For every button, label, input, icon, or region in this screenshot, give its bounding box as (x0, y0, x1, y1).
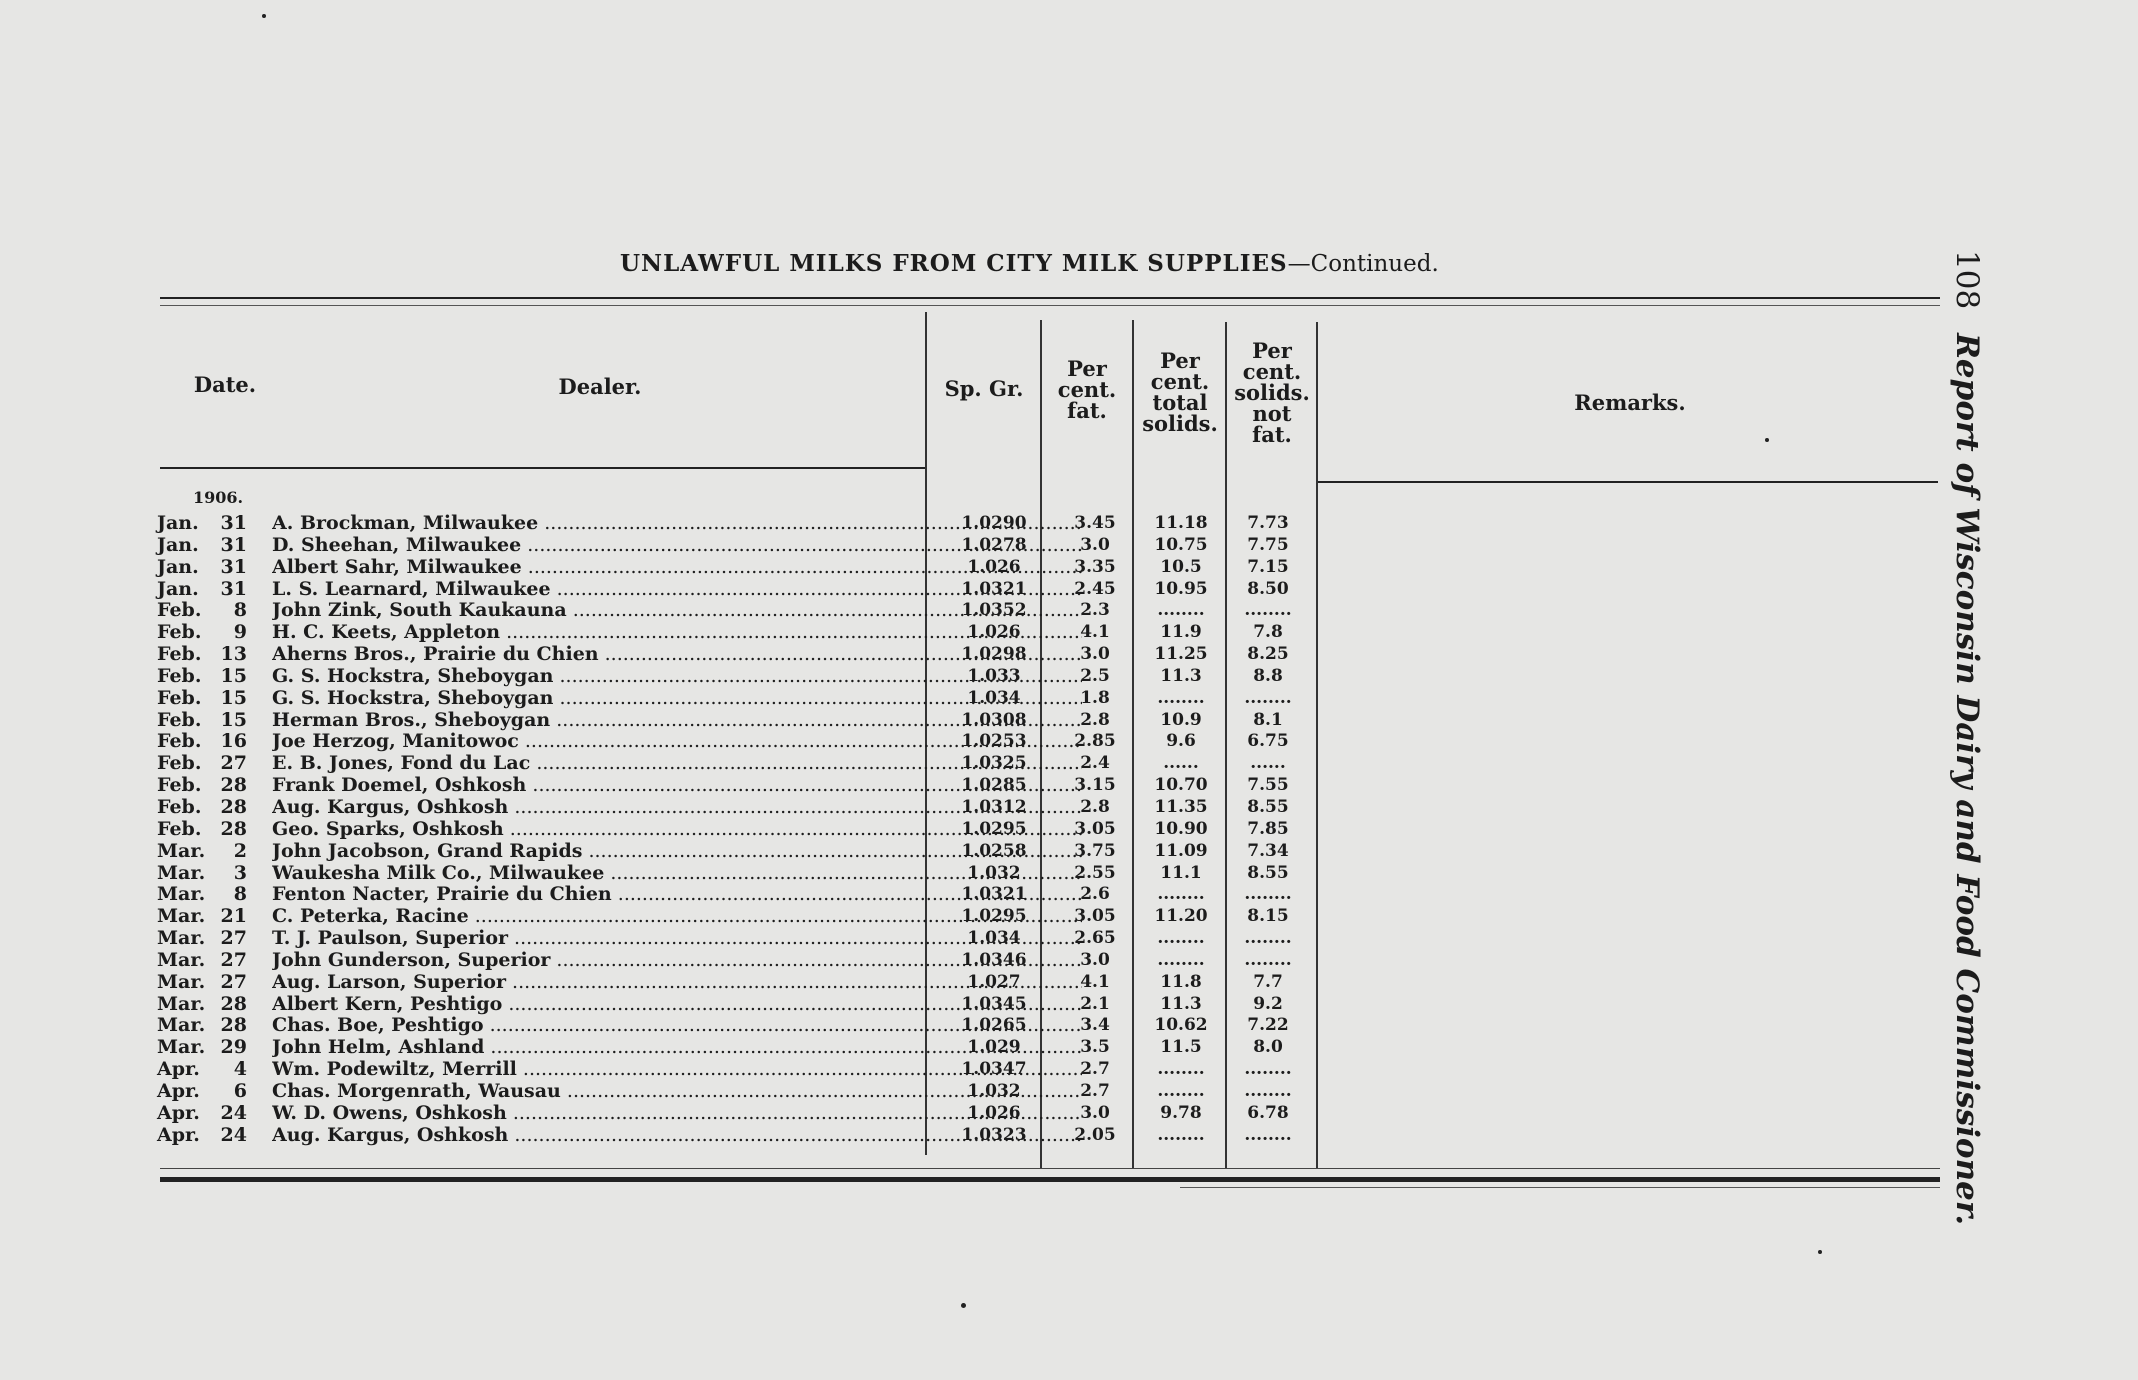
row-sp-gr: 1.032 (967, 862, 1021, 883)
row-solids-not-fat: 8.50 (1247, 578, 1289, 599)
row-day: 24 (220, 1101, 247, 1124)
row-fat: 2.7 (1080, 1059, 1110, 1080)
col-rule-remarks (1316, 322, 1318, 1168)
row-dealer: John Zink, South Kaukauna ..... (272, 600, 1082, 622)
row-total-solids: 11.3 (1160, 993, 1202, 1014)
row-day: 27 (220, 927, 247, 950)
row-total-solids: 11.20 (1154, 906, 1208, 927)
row-solids-not-fat: 8.55 (1247, 796, 1289, 817)
row-month: Mar. (157, 861, 206, 884)
row-sp-gr: 1.032 (967, 1080, 1021, 1101)
row-fat: 2.05 (1074, 1124, 1116, 1145)
row-total-solids: ........ (1157, 1080, 1205, 1101)
header-total-solids: Per cent. total solids. (1142, 348, 1218, 436)
row-day: 24 (220, 1123, 247, 1146)
row-sp-gr: 1.0347 (961, 1059, 1027, 1080)
row-month: Feb. (157, 621, 202, 644)
row-month: Feb. (157, 599, 202, 622)
row-dealer: Aug. Kargus, Oshkosh ..... (272, 1125, 1082, 1147)
row-month: Apr. (157, 1079, 200, 1102)
row-sp-gr: 1.0345 (961, 993, 1027, 1014)
row-total-solids: ........ (1157, 600, 1205, 621)
row-fat: 3.75 (1074, 840, 1116, 861)
row-fat: 2.65 (1074, 928, 1116, 949)
table-title-main: UNLAWFUL MILKS FROM CITY MILK SUPPLIES (620, 250, 1288, 277)
row-solids-not-fat: 8.15 (1247, 906, 1289, 927)
row-sp-gr: 1.0308 (961, 709, 1027, 730)
row-day: 27 (220, 752, 247, 775)
row-solids-not-fat: 8.25 (1247, 644, 1289, 665)
row-solids-not-fat: 8.1 (1253, 709, 1283, 730)
row-solids-not-fat: ........ (1244, 949, 1292, 970)
row-dealer: Fenton Nacter, Prairie du Chien ..... (272, 884, 1082, 906)
header-remarks: Remarks. (1574, 390, 1686, 415)
row-month: Feb. (157, 774, 202, 797)
row-fat: 2.45 (1074, 578, 1116, 599)
row-fat: 3.35 (1074, 556, 1116, 577)
year-label: 1906. (193, 488, 244, 507)
row-dealer: L. S. Learnard, Milwaukee ..... (272, 579, 1082, 601)
row-total-solids: 11.18 (1154, 513, 1208, 533)
header-date: Date. (193, 372, 257, 397)
row-total-solids: 11.35 (1154, 796, 1208, 817)
row-total-solids: 11.9 (1160, 622, 1202, 643)
row-dealer: Wm. Podewiltz, Merrill ..... (272, 1059, 1082, 1081)
row-dealer: Albert Sahr, Milwaukee ..... (272, 557, 1082, 579)
row-day: 3 (233, 861, 247, 884)
row-sp-gr: 1.0321 (961, 884, 1027, 905)
row-fat: 2.7 (1080, 1080, 1110, 1101)
row-total-solids: 9.78 (1160, 1102, 1202, 1123)
header-fat: Per cent. fat. (1057, 356, 1117, 423)
row-sp-gr: 1.0278 (961, 534, 1027, 555)
row-dealer: C. Peterka, Racine ..... (272, 906, 1082, 928)
row-month: Apr. (157, 1123, 200, 1146)
row-solids-not-fat: 8.0 (1253, 1037, 1283, 1058)
row-solids-not-fat: 7.15 (1247, 556, 1289, 577)
row-month: Mar. (157, 1036, 206, 1059)
header-solids-not-fat: Per cent. solids. not fat. (1234, 338, 1310, 447)
row-day: 28 (220, 1014, 247, 1037)
row-dealer: E. B. Jones, Fond du Lac ..... (272, 753, 1082, 775)
row-fat: 3.5 (1080, 1037, 1110, 1058)
bottom-rule-thin-right (1180, 1187, 1940, 1188)
header-rule-left (160, 467, 925, 469)
row-fat: 3.05 (1074, 906, 1116, 927)
row-total-solids: 10.5 (1160, 556, 1202, 577)
row-total-solids: 11.3 (1160, 665, 1202, 686)
row-solids-not-fat: 7.7 (1253, 971, 1283, 992)
row-solids-not-fat: 7.75 (1247, 534, 1289, 555)
row-sp-gr: 1.026 (967, 556, 1021, 577)
ink-speck (961, 1303, 966, 1308)
row-month: Mar. (157, 992, 206, 1015)
row-dealer: H. C. Keets, Appleton ..... (272, 622, 1082, 644)
row-day: 31 (220, 533, 247, 556)
row-month: Jan. (157, 555, 199, 578)
row-month: Feb. (157, 708, 202, 731)
row-solids-not-fat: 6.75 (1247, 731, 1289, 752)
top-rule-thin (160, 305, 1940, 306)
table-title-continued: —Continued. (1287, 251, 1439, 277)
row-solids-not-fat: 7.73 (1247, 513, 1289, 533)
row-dealer: D. Sheehan, Milwaukee ..... (272, 535, 1082, 557)
row-total-solids: 11.25 (1154, 644, 1208, 665)
row-dealer: Aherns Bros., Prairie du Chien ..... (272, 644, 1082, 666)
row-dealer: G. S. Hockstra, Sheboygan ..... (272, 666, 1082, 688)
row-dealer: Chas. Boe, Peshtigo ..... (272, 1015, 1082, 1037)
row-fat: 2.1 (1080, 993, 1110, 1014)
row-fat: 3.15 (1074, 775, 1116, 796)
row-fat: 3.0 (1080, 644, 1110, 665)
row-dealer: G. S. Hockstra, Sheboygan ..... (272, 688, 1082, 710)
row-fat: 3.0 (1080, 1102, 1110, 1123)
row-total-solids: 9.6 (1166, 731, 1196, 752)
row-month: Mar. (157, 948, 206, 971)
row-month: Feb. (157, 643, 202, 666)
row-solids-not-fat: ........ (1244, 687, 1292, 708)
row-day: 4 (233, 1058, 247, 1081)
row-day: 21 (220, 905, 247, 928)
row-solids-not-fat: ........ (1244, 884, 1292, 905)
row-fat: 2.6 (1080, 884, 1110, 905)
row-solids-not-fat: 9.2 (1253, 993, 1283, 1014)
row-dealer: John Helm, Ashland ..... (272, 1037, 1082, 1059)
row-fat: 4.1 (1080, 622, 1110, 643)
row-total-solids: 11.09 (1154, 840, 1208, 861)
row-day: 28 (220, 795, 247, 818)
row-sp-gr: 1.0321 (961, 578, 1027, 599)
row-day: 16 (220, 730, 247, 753)
row-sp-gr: 1.0258 (961, 840, 1027, 861)
row-fat: 2.85 (1074, 731, 1116, 752)
row-day: 28 (220, 774, 247, 797)
row-sp-gr: 1.026 (967, 1102, 1021, 1123)
row-total-solids: 11.1 (1160, 862, 1202, 883)
row-total-solids: ........ (1157, 949, 1205, 970)
row-month: Mar. (157, 839, 206, 862)
row-solids-not-fat: 7.85 (1247, 818, 1289, 839)
row-solids-not-fat: ...... (1250, 753, 1286, 774)
row-day: 9 (233, 621, 247, 644)
row-sp-gr: 1.0295 (961, 906, 1027, 927)
row-solids-not-fat: 7.55 (1247, 775, 1289, 796)
row-sp-gr: 1.0298 (961, 644, 1027, 665)
row-dealer: Albert Kern, Peshtigo ..... (272, 994, 1082, 1016)
row-dealer: Waukesha Milk Co., Milwaukee ..... (272, 863, 1082, 885)
header-sp-gr: Sp. Gr. (944, 376, 1024, 401)
row-month: Jan. (157, 512, 199, 534)
row-dealer: Frank Doemel, Oshkosh ..... (272, 775, 1082, 797)
row-month: Mar. (157, 905, 206, 928)
row-total-solids: 10.75 (1154, 534, 1208, 555)
row-day: 28 (220, 817, 247, 840)
running-header (1949, 250, 1985, 1225)
row-day: 8 (233, 599, 247, 622)
row-solids-not-fat: 7.34 (1247, 840, 1289, 861)
header-dealer: Dealer. (558, 374, 642, 399)
row-solids-not-fat: ........ (1244, 928, 1292, 949)
row-month: Mar. (157, 927, 206, 950)
top-rule-thick (160, 297, 1940, 299)
row-day: 28 (220, 992, 247, 1015)
row-total-solids: 10.95 (1154, 578, 1208, 599)
row-day: 31 (220, 577, 247, 600)
header-rule-right (1318, 481, 1938, 483)
row-dealer: A. Brockman, Milwaukee ..... (272, 513, 1082, 535)
row-day: 15 (220, 664, 247, 687)
row-solids-not-fat: 8.8 (1253, 665, 1283, 686)
row-dealer: Joe Herzog, Manitowoc ..... (272, 731, 1082, 753)
table-title (620, 250, 1500, 277)
row-solids-not-fat: ........ (1244, 1080, 1292, 1101)
row-solids-not-fat: ........ (1244, 600, 1292, 621)
row-month: Feb. (157, 686, 202, 709)
row-day: 27 (220, 948, 247, 971)
row-fat: 2.8 (1080, 796, 1110, 817)
row-day: 8 (233, 883, 247, 906)
running-title: Report of Wisconsin Dairy and Food Commissioner. (1949, 333, 1985, 1226)
row-day: 31 (220, 555, 247, 578)
row-sp-gr: 1.0253 (961, 731, 1027, 752)
bottom-rule-thin (160, 1168, 1940, 1169)
row-fat: 2.5 (1080, 665, 1110, 686)
row-dealer: Geo. Sparks, Oshkosh ..... (272, 819, 1082, 841)
row-total-solids: 10.90 (1154, 818, 1208, 839)
row-sp-gr: 1.0323 (961, 1124, 1027, 1145)
row-sp-gr: 1.0285 (961, 775, 1027, 796)
row-dealer: W. D. Owens, Oshkosh ..... (272, 1103, 1082, 1125)
row-month: Jan. (157, 533, 199, 556)
row-month: Apr. (157, 1058, 200, 1081)
row-month: Mar. (157, 883, 206, 906)
row-dealer: Aug. Kargus, Oshkosh ..... (272, 797, 1082, 819)
row-month: Feb. (157, 817, 202, 840)
bottom-rule-thick (160, 1177, 1940, 1182)
row-dealer: Aug. Larson, Superior ..... (272, 972, 1082, 994)
row-sp-gr: 1.0352 (961, 600, 1027, 621)
row-fat: 2.8 (1080, 709, 1110, 730)
row-month: Feb. (157, 664, 202, 687)
row-month: Feb. (157, 795, 202, 818)
row-month: Mar. (157, 970, 206, 993)
page-number: 108 (1949, 250, 1985, 310)
row-solids-not-fat: 7.8 (1253, 622, 1283, 643)
row-day: 15 (220, 686, 247, 709)
row-sp-gr: 1.0312 (961, 796, 1027, 817)
row-sp-gr: 1.0265 (961, 1015, 1027, 1036)
row-total-solids: ........ (1157, 1059, 1205, 1080)
row-sp-gr: 1.0295 (961, 818, 1027, 839)
row-dealer: Herman Bros., Sheboygan ..... (272, 710, 1082, 732)
row-month: Feb. (157, 752, 202, 775)
row-total-solids: 10.9 (1160, 709, 1202, 730)
row-total-solids: 10.62 (1154, 1015, 1208, 1036)
row-fat: 3.0 (1080, 949, 1110, 970)
ink-speck (1765, 438, 1769, 442)
row-dealer: John Jacobson, Grand Rapids ..... (272, 841, 1082, 863)
row-sp-gr: 1.0290 (961, 513, 1027, 533)
row-fat: 3.4 (1080, 1015, 1110, 1036)
ink-speck (1818, 1250, 1822, 1254)
row-day: 2 (233, 839, 247, 862)
row-dealer: Chas. Morgenrath, Wausau ..... (272, 1081, 1082, 1103)
row-total-solids: ........ (1157, 884, 1205, 905)
row-month: Feb. (157, 730, 202, 753)
row-sp-gr: 1.034 (967, 687, 1021, 708)
ink-speck (262, 14, 266, 18)
row-fat: 2.55 (1074, 862, 1116, 883)
row-fat: 3.05 (1074, 818, 1116, 839)
row-total-solids: 10.70 (1154, 775, 1208, 796)
row-dealer: John Gunderson, Superior ..... (272, 950, 1082, 972)
row-day: 29 (220, 1036, 247, 1059)
row-month: Mar. (157, 1014, 206, 1037)
row-dealer: T. J. Paulson, Superior ..... (272, 928, 1082, 950)
row-total-solids: 11.8 (1160, 971, 1202, 992)
row-sp-gr: 1.027 (967, 971, 1021, 992)
row-fat: 4.1 (1080, 971, 1110, 992)
row-total-solids: ........ (1157, 1124, 1205, 1145)
row-day: 27 (220, 970, 247, 993)
row-total-solids: ........ (1157, 687, 1205, 708)
row-sp-gr: 1.026 (967, 622, 1021, 643)
row-total-solids: 11.5 (1160, 1037, 1202, 1058)
row-day: 15 (220, 708, 247, 731)
row-solids-not-fat: 6.78 (1247, 1102, 1289, 1123)
row-total-solids: ...... (1163, 753, 1199, 774)
row-solids-not-fat: 8.55 (1247, 862, 1289, 883)
row-fat: 3.0 (1080, 534, 1110, 555)
row-solids-not-fat: ........ (1244, 1124, 1292, 1145)
row-sp-gr: 1.029 (967, 1037, 1021, 1058)
row-month: Apr. (157, 1101, 200, 1124)
row-solids-not-fat: ........ (1244, 1059, 1292, 1080)
row-sp-gr: 1.034 (967, 928, 1021, 949)
row-sp-gr: 1.0346 (961, 949, 1027, 970)
row-fat: 1.8 (1080, 687, 1110, 708)
row-solids-not-fat: 7.22 (1247, 1015, 1289, 1036)
row-day: 6 (233, 1079, 247, 1102)
row-fat: 2.3 (1080, 600, 1110, 621)
row-sp-gr: 1.033 (967, 665, 1021, 686)
row-month: Jan. (157, 577, 199, 600)
row-day: 13 (220, 643, 247, 666)
row-day: 31 (220, 512, 247, 534)
row-sp-gr: 1.0325 (961, 753, 1027, 774)
row-total-solids: ........ (1157, 928, 1205, 949)
row-fat: 3.45 (1074, 513, 1116, 533)
row-fat: 2.4 (1080, 753, 1110, 774)
